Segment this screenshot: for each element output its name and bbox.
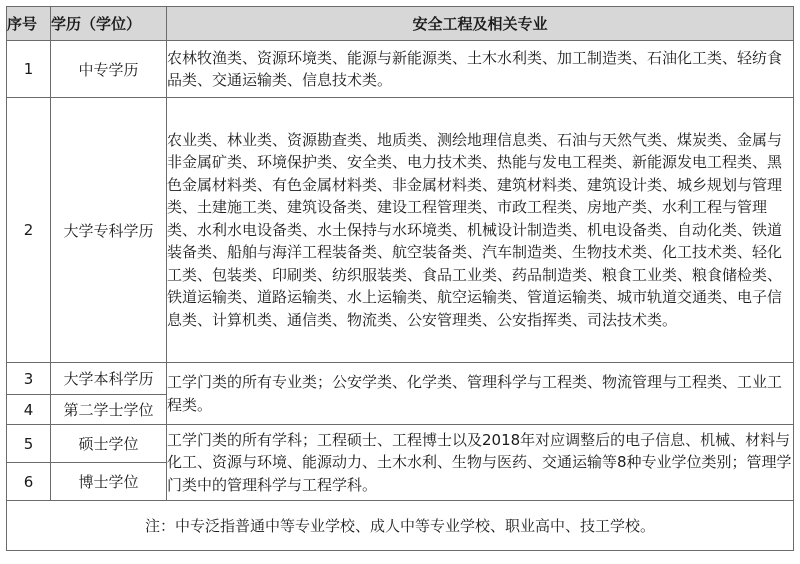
header-no: 序号 <box>7 7 51 41</box>
row-education: 硕士学位 <box>51 425 167 463</box>
row-majors: 农业类、林业类、资源勘查类、地质类、测绘地理信息类、石油与天然气类、煤炭类、金属与非金属矿类、环境保护类、安全类、电力技术类、热能与发电工程类、新能源发电工程类、黑色金属材料类、有色金属材料类、非金属材料类、建筑材料类、建筑设计类、城乡规划与管理类、土建施工类、建筑设备类、建设工程管理类、市政工程类、房地产类、水利工程与管理类、水利水电设备类、水土保持与水环境类、机械设计制造类、机电设备类、自动化类、铁道装备类、船舶与海洋工程装备类、航空装备类、汽车制造类、生物技术类、化工技术类、轻化工类、包装类、印刷类、纺织服装类、食品工业类、药品制造类、粮食工业类、粮食储检类、铁道运输类、道路运输类、水上运输类、航空运输类、管道运输类、城市轨道交通类、电子信息类、计算机类、通信类、物流类、公安管理类、公安指挥类、司法技术类。 <box>167 98 794 363</box>
table-row <box>7 425 794 463</box>
row-number: 3 <box>7 363 51 395</box>
row-number: 6 <box>7 463 51 501</box>
row-number: 1 <box>7 41 51 98</box>
row-number: 4 <box>7 395 51 425</box>
merged-majors-3-4: 工学门类的所有专业类；公安学类、化学类、管理科学与工程类、物流管理与工程类、工业工程类。 <box>167 363 794 425</box>
header-education: 学历（学位） <box>51 7 167 41</box>
row-number: 5 <box>7 425 51 463</box>
row-education: 中专学历 <box>51 41 167 98</box>
row-education: 大学本科学历 <box>51 363 167 395</box>
row-education: 博士学位 <box>51 463 167 501</box>
merged-majors-5-6: 工学门类的所有学科；工程硕士、工程博士以及2018年对应调整后的电子信息、机械、材料与化工、资源与环境、能源动力、土木水利、生物与医药、交通运输等8种专业学位类别；管理学门类中的管理科学与工程学科。 <box>167 425 794 501</box>
row-education: 大学专科学历 <box>51 98 167 363</box>
table-row <box>7 98 794 363</box>
qualification-table <box>6 6 794 551</box>
table-row <box>7 363 794 395</box>
row-majors: 农林牧渔类、资源环境类、能源与新能源类、土木水利类、加工制造类、石油化工类、轻纺食品类、交通运输类、信息技术类。 <box>167 41 794 98</box>
header-majors: 安全工程及相关专业 <box>167 7 794 41</box>
note-row <box>7 501 794 551</box>
table-row <box>7 41 794 98</box>
row-number: 2 <box>7 98 51 363</box>
row-education: 第二学士学位 <box>51 395 167 425</box>
table-header-row <box>7 7 794 41</box>
table-note: 注：中专泛指普通中等专业学校、成人中等专业学校、职业高中、技工学校。 <box>7 501 794 551</box>
